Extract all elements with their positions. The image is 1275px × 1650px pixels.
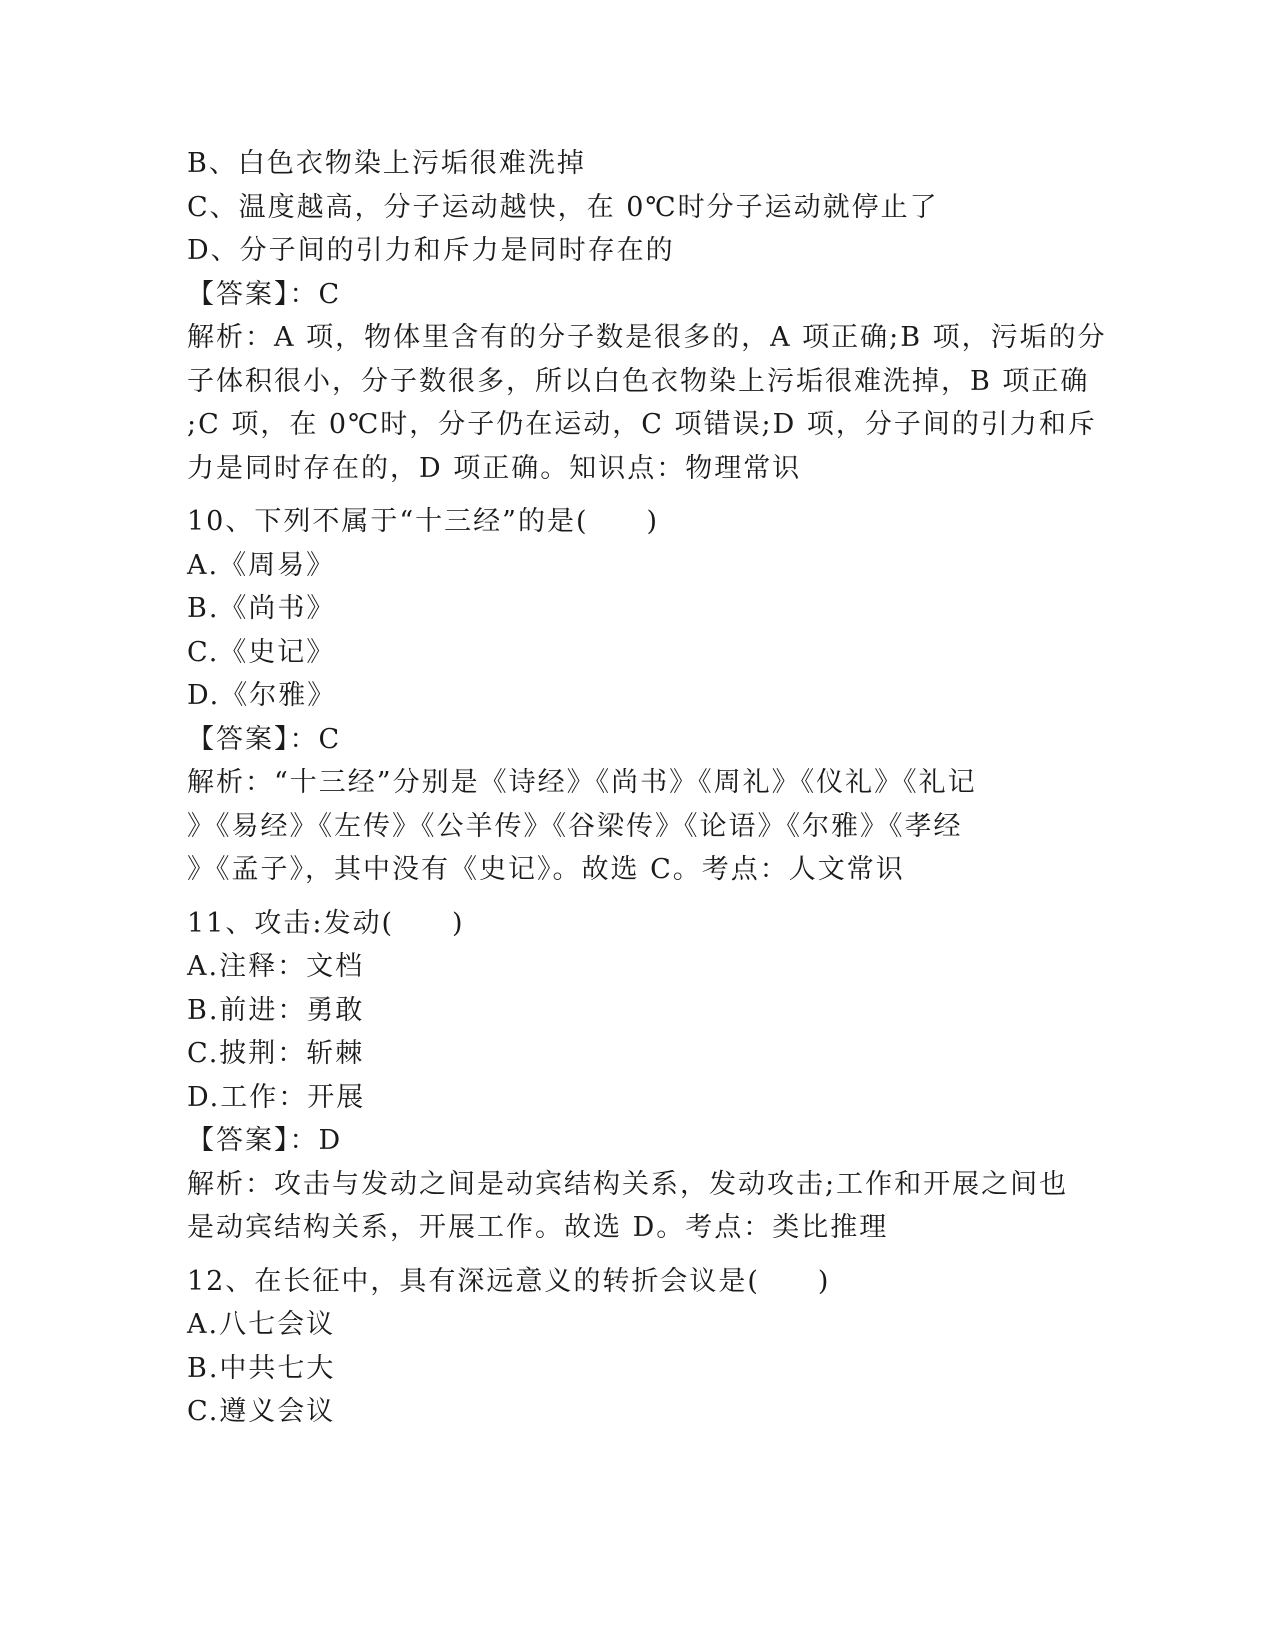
question-stem: 11、攻击:发动( ) — [187, 907, 465, 939]
option-a: A.注释：文档 — [187, 951, 365, 982]
option-b: B.前进：勇敢 — [187, 994, 365, 1026]
option-c: C.《史记》 — [187, 636, 336, 668]
analysis-line: 》《孟子》，其中没有《史记》。故选 C。考点：人文常识 — [187, 854, 905, 885]
question-stem: 10、下列不属于“十三经”的是( ) — [187, 506, 660, 537]
analysis-line: ;C 项，在 0℃时，分子仍在运动，C 项错误;D 项，分子间的引力和斥 — [187, 409, 1097, 440]
document-page — [187, 142, 1107, 1434]
analysis-line: 子体积很小，分子数很多，所以白色衣物染上污垢很难洗掉，B 项正确 — [187, 365, 1090, 397]
answer: 【答案】：D — [187, 1125, 343, 1156]
option-c: C.遵义会议 — [187, 1396, 336, 1427]
answer: 【答案】：C — [187, 278, 342, 310]
question-block-prev — [187, 142, 1107, 490]
answer: 【答案】：C — [187, 723, 342, 755]
option-b: B.《尚书》 — [187, 593, 336, 624]
analysis-line: 力是同时存在的，D 项正确。知识点：物理常识 — [187, 452, 802, 484]
option-c: C.披荆：斩棘 — [187, 1038, 365, 1069]
option-d: D、分子间的引力和斥力是同时存在的 — [187, 235, 675, 266]
option-b: B.中共七大 — [187, 1352, 336, 1384]
analysis-line: 解析：攻击与发动之间是动宾结构关系，发动攻击;工作和开展之间也 — [187, 1168, 1069, 1200]
analysis-line: 解析：A 项，物体里含有的分子数是很多的，A 项正确;B 项，污垢的分 — [187, 322, 1107, 353]
option-a: A.八七会议 — [187, 1309, 336, 1340]
option-d: D.工作：开展 — [187, 1081, 366, 1113]
question-block-11 — [187, 902, 1087, 1250]
option-d: D.《尔雅》 — [187, 680, 337, 711]
option-c: C、温度越高，分子运动越快，在 0℃时分子运动就停止了 — [187, 191, 939, 223]
option-a: A.《周易》 — [187, 549, 336, 581]
question-stem: 12、在长征中，具有深远意义的转折会议是( ) — [187, 1265, 831, 1297]
option-b: B、白色衣物染上污垢很难洗掉 — [187, 148, 586, 179]
analysis-line: 是动宾结构关系，开展工作。故选 D。考点：类比推理 — [187, 1212, 889, 1243]
question-block-10 — [187, 500, 1087, 892]
analysis-line: 》《易经》《左传》《公羊传》《谷梁传》《论语》《尔雅》《孝经 — [187, 810, 963, 842]
analysis-line: 解析：“十三经”分别是《诗经》《尚书》《周礼》《仪礼》《礼记 — [187, 767, 977, 798]
question-block-12 — [187, 1260, 1087, 1434]
